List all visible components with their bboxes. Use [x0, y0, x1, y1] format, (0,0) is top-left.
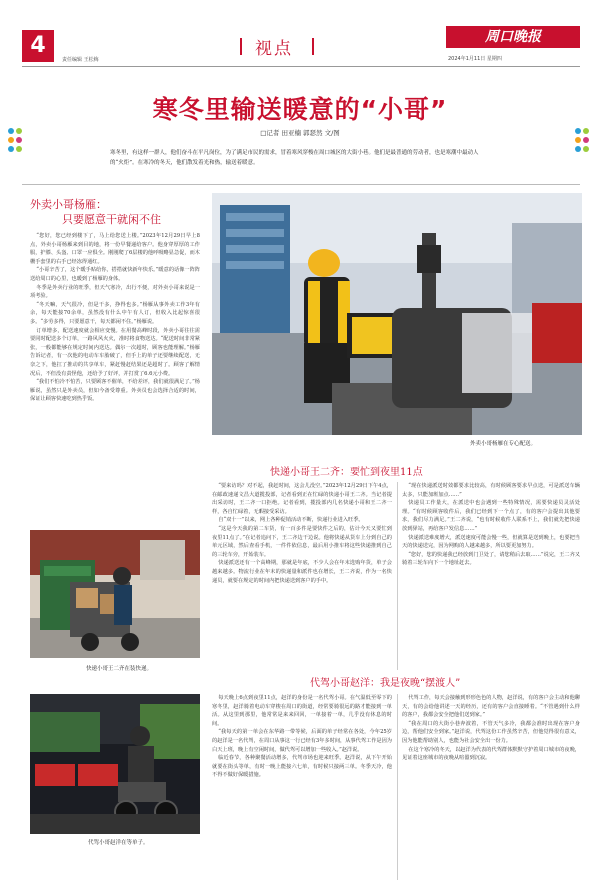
story2-subhead: 快递小哥王二齐：要忙到夜里11点 — [270, 467, 423, 478]
lead-rule — [22, 184, 580, 185]
story1-subhead-1: 外卖小哥杨雁： — [30, 198, 107, 211]
date-line: 2024年1月11日 星期四 — [448, 56, 502, 62]
lead-paragraph: 寒冬里，有这样一群人，他们奋斗在平凡岗位，为了满足市民的需求，冒着寒风穿梭在周口城区的大街小巷。他们是最普通的劳动者，也是寒潮中最动人的“火炬”。在寒冷的冬天，他们散发着光和热，输送着暖意。 — [110, 150, 479, 166]
story3-paragraph: “我每天的第一单会在东华路一带等候，后面的单子经常在各处，今年25岁的赵洋是一名代驾，在周口从事这一行已经有3年多时间，从事代驾工作是因为白天上班，晚上有空闲时间，做代驾可以增加一些收入。”赵洋说。 — [212, 729, 392, 753]
story1-paragraph: 订单增多，配送速度就会相应变慢。在用餐高峰时段，外卖小哥往往需要同时配送多个订单，一路风风火火，准时将食物送达。“配送时间非常紧张，一般都能够在规定时间内送达。偶尔一次超时，顾客也能理解。”杨雁告诉记者，有一次他的电动车车胎破了，但手上的单子还要继续配送，无奈之下，他扛了推动的共享单车，紧赶慢赶结果还是超时了。顾客了解情况后，不但没有责怪他，还给予了好评，并打赏了6.6元小费。 — [30, 327, 200, 377]
story2-body-col1 — [212, 482, 392, 670]
section-bar-left — [240, 38, 242, 55]
story2-paragraph: “您好，您的快递我已经放到门卫处了，请您稍后去取……”说完，王二齐又骑着三轮车向下一个地址赶去。 — [402, 551, 580, 567]
story3-paragraph: 在这个寒冷的冬天，以赵洋为代表的代驾群体默默守护着周口城市的夜晚，见证着这座城市的夜晚从喧嚣到沉寂。 — [402, 746, 580, 762]
story3-paragraph: “我在周口的大街小巷奔波着，不管天气多冷，我都会准时出现在客户身边，帮他们安全到家。”赵洋说，代驾这份工作虽然辛苦，但他觉得很有意义，因为他能帮助别人，也能为社会安全出一份力。 — [402, 720, 580, 744]
story1-paragraph: “您好，您已经到楼下了，马上给您送上楼。”2023年12月29日早上8点，外卖小哥杨雁来到目的地，将一份早餐递给客户。他身穿厚厚的工作服，护膝、头盔、口罩一应俱全。刚刚爬了6层楼的他呼吸略显急促，而木栅手套里的右手已经冻得通红。 — [30, 233, 200, 265]
story1-subhead-2: 只要愿意干就闲不住 — [62, 213, 161, 226]
story2-paragraph: 快递员工作量大，在派送中也会遇到一些特殊情况，需要快递员灵活处理。“有时候顾客收件后，我们已经到下一个点了，有的客户会提出其他要求，我们尽力满足。”王二齐说，“也有时候收件人联系不上，我们就先把快递放到驿站，再给客户发信息……” — [402, 500, 580, 532]
story2-paragraph: 快递派送难度增大，派送速度可能会慢一些，但就算是送到晚上，也要把当天的快递送完，因为网购的人越来越多，所以要更加努力。 — [402, 534, 580, 550]
column-rule — [397, 482, 398, 670]
byline: □记者 田亚楠 郭瑟然 文/图 — [260, 129, 340, 137]
courier-photo-art — [212, 193, 582, 435]
driver-photo-art — [30, 694, 200, 834]
page-number: 4 — [22, 30, 54, 62]
driver-photo-caption: 代驾小哥赵洋在等单子。 — [88, 840, 149, 846]
express-photo-caption: 快递小哥王二齐在装快递。 — [86, 666, 153, 672]
story2-paragraph: “这是今天我的第二车货，有一百多件是要快件之后的，估计今天又要忙到夜里11点了。”在记者追问下，王二齐边干边说。他将快递从货车上分到自己的单元区域，然后查看手机，一件件依信息，最后用小推车将这些快递推到自己的三轮车旁，开始装车。 — [212, 525, 392, 558]
story2-paragraph: “要来访吗？对不起，我赶时间，这会儿没空。”2023年12月29日下午4点，在邮政速递文昌大道揽投部，记者看到正在忙碌的快递小哥王二齐。当记者提出采访时，王二齐一口拒绝。记者看到，揽投部内几名快递小哥和王二齐一样，各自忙碌着，无暇接受采访。 — [212, 483, 392, 515]
editor-credit: 责任编辑 王松梅 — [62, 57, 99, 63]
story2-paragraph: 快递派送还有一个高峰期，那就是年底，不少人会在年末选购年货，单子会越来越多。物流行业在年末的快递量和派件也在增长，王二齐说，作为一名快递员，就要在规定的时间内把快递送到客户的手中。 — [212, 560, 392, 584]
newspaper-logo: 周口晚报 — [446, 26, 580, 48]
story1-paragraph: “冬天嘛，天气很冷，但是干多，挣得也多。”杨雁从事外卖工作3年有余，每天能接70余单，虽然没有什么中午有人订，但收入比起惊喜很多。“多劳多得，只要愿意干，每天都闲不住。”杨雁说。 — [30, 301, 200, 325]
story2-paragraph: 自“双十一”以来，网上各种促销活动不断，快递行业进入旺季。 — [218, 517, 364, 524]
section-bar-right — [312, 38, 314, 55]
courier-photo — [212, 193, 582, 435]
story3-body-col2 — [402, 694, 580, 880]
story3-body-col1 — [212, 694, 392, 880]
masthead-rule — [22, 66, 580, 67]
story3-paragraph: 代驾工作，每天会接触到形形色色的人物，赵洋说，有的客户会主动和他聊天，有的会给他讲述一天的经历，还有的客户会直接睡着。“不管遇到什么样的客户，我都会安全把他们送到家。” — [402, 695, 580, 719]
express-photo-art — [30, 530, 200, 658]
decor-dots-right — [575, 128, 595, 168]
column-rule-2 — [397, 694, 398, 880]
headline: 寒冬里输送暖意的“小哥” — [152, 95, 448, 124]
courier-photo-caption: 外卖小哥杨雁在专心配送。 — [470, 441, 537, 447]
express-photo — [30, 530, 200, 658]
story2-paragraph: “现在快递派送时效都要求比较高，有时候顾客要求早点送，可是派送车辆太多，只能加班加点……” — [402, 483, 580, 498]
story1-body — [30, 232, 200, 524]
decor-dots-left — [8, 128, 28, 168]
story3-subhead: 代驾小哥赵洋：我是夜晚“摆渡人” — [310, 678, 461, 689]
story3-paragraph: 临近春节，各种聚餐活动增多，代驾市场也迎来旺季。赵洋说，从下午开始就要在街头等单，有时一晚上能接六七单，有时候只接两三单。冬季天冷，他不得不做好保暖措施。 — [212, 755, 392, 779]
story1-paragraph: 冬季是外卖行业的旺季，但天气寒冷，出行不便，对外卖小哥来说是一项考验。 — [30, 284, 200, 300]
story3-paragraph: 每天晚上6点到夜里11点，赵洋的身份是一名代驾小哥。在气温低至零下的寒冬里，赵洋骑着电动车穿梭在周口的街道，经常要骑很远的路才能接到一单活。从这里到那里，他常常是来来回回，一单接着一单，几乎没有休息的时间。 — [212, 695, 392, 727]
story1-paragraph: “我们不怕冷不怕苦，只要顾客不催单，不给差评，我们就很满足了。”杨雁说，虽然只是外卖员，但如今备受尊重。外卖员也会选择合适的时间，保证让顾客快速吃到热乎饭。 — [30, 379, 200, 403]
story2-body-col2 — [402, 482, 580, 670]
section-title: 视点 — [255, 39, 293, 59]
story1-paragraph: “小哥辛苦了，这个暖手贴给你，搭搭就快新年快乐。”暖意的话像一阵阵送给周口的心里，也暖到了杨雁的身体。 — [30, 267, 200, 282]
driver-photo — [30, 694, 200, 834]
